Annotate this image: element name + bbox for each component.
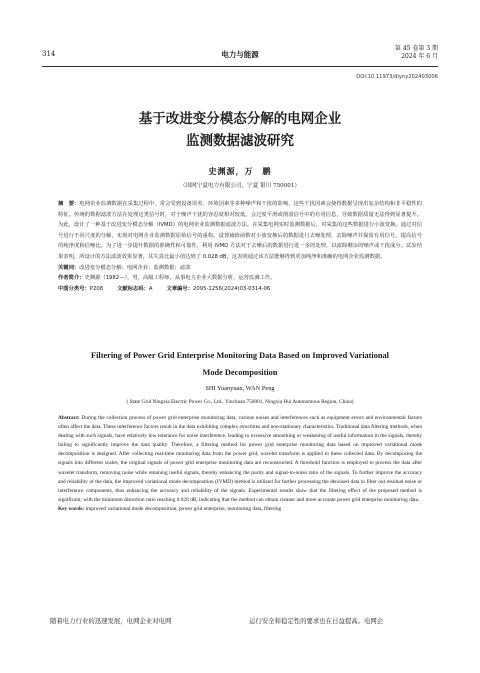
author-bio — [58, 273, 422, 284]
page-number: 314 — [42, 50, 56, 58]
english-keywords — [58, 505, 422, 514]
keywords-label-cn: 关键词： — [58, 264, 80, 271]
keywords-label-en: Key words: — [58, 505, 85, 512]
doc-code-value: A — [148, 285, 153, 292]
english-authors: SHI Yuanyuan, WAN Peng — [205, 385, 275, 392]
journal-name: 电力与能源 — [221, 50, 259, 59]
english-abstract — [58, 414, 422, 505]
chinese-keywords — [58, 263, 422, 274]
abstract-label-cn: 摘 要： — [58, 201, 80, 207]
chinese-authors: 史渊源，万 鹏 — [208, 167, 272, 176]
english-affiliation: ( State Grid Ningxia Electric Power Co., Ltd., Yinchuan 750001, Ningxia Hui Autonomous Region, China) — [126, 399, 354, 405]
chinese-affiliation: （国网宁夏电力有限公司，宁夏 银川 750001） — [179, 183, 300, 189]
keywords-text-en: improved variational mode decomposition, power grid enterprise, monitoring data, filtering — [85, 505, 282, 512]
clc-label: 中图分类号： — [58, 285, 90, 292]
chinese-title-line-1: 基于改进变分模态分解的电网企业 — [138, 111, 342, 127]
article-number-label: 文章编号： — [166, 285, 194, 292]
body-text-right-column: 运行安全和稳定性的要求也在日益提高。电网企 — [249, 617, 384, 625]
volume-issue: 第 45 卷第 3 期 — [394, 45, 438, 52]
abstract-text-en: During the collection process of power grid enterprise monitoring data, various noises and interferences such as equipment errors and environmental factors often affect the data. These interference factors result in the data exhibiting complex structures and non-stationary characteristics. Traditional data filtering methods, when dealing with such signals, have relatively low tolerance for noise interference, leading to excessive smoothing or weakening of useful information in the signals, thereby failing to significantly improve the data quality. Therefore, a filtering method for power grid enterprise monitoring data based on improved variational mode decomposition is designed. After collecting real-time monitoring data from the power grid, wavelet transform is applied to these collected data. By decomposing the signals into different scales, the original signals of power grid enterprise monitoring data are reconstructed. A threshold function is employed to process the data after wavelet transform, removing noise while retaining useful signals, thereby enhancing the purity and signal-to-noise ratio of the signals. To further improve the accuracy and reliability of the data, the improved variational mode decomposition (IVMD) method is utilized for further processing the denoised data to filter out residual noise or interference components, thus enhancing the accuracy and reliability of the signals. Experimental results show that the filtering effect of the proposed method is significant, with the minimum distortion ratio reaching 0.028 dB, indicating that the method can obtain cleaner and more accurate power grid enterprise monitoring data. — [58, 415, 422, 503]
running-header — [42, 44, 438, 67]
english-title — [36, 347, 444, 381]
english-abstract-block — [58, 414, 422, 514]
keywords-text-cn: 改进变分模态分解；电网企业；监测数据；滤波 — [79, 264, 191, 271]
doc-code-label: 文献标志码： — [117, 285, 149, 292]
abstract-label-en: Abstract: — [58, 415, 80, 421]
article-number-value: 2095-1256(2024)03-0314-06 — [193, 285, 271, 292]
chinese-title — [0, 108, 480, 152]
classification-line — [58, 284, 422, 295]
author-bio-text: 史渊源（1982—），男，高级工程师，从事电力企业大数据分析、运营监测工作。 — [84, 275, 276, 282]
english-title-line-1: Filtering of Power Grid Enterprise Monitoring Data Based on Improved Variational — [91, 351, 389, 360]
body-text-left-column: 随着电力行业的迅速发展，电网企业对电网 — [50, 617, 172, 625]
volume-info — [395, 45, 438, 61]
issue-date: 2024 年 6 月 — [401, 53, 438, 60]
author-bio-label: 作者简介： — [58, 275, 85, 282]
chinese-abstract-block — [58, 199, 422, 294]
chinese-abstract — [58, 199, 422, 263]
chinese-title-line-2: 监测数据滤波研究 — [186, 133, 294, 149]
abstract-text-cn: 电网企业监测数据在采集过程中，常会受到设备误差、环境因素等多种噪声和干扰的影响，这些干扰因素会使得数据呈现出复杂结构和非平稳性的特征。传统的数据滤波方法在处理这类信号时，对于噪声干扰的容忍度相对较低，会过度平滑或削弱信号中的有用信息，导致数据质量无法得到显著提升。为此，设计了一种基于改进变分模态分解（IVMD）的电网企业监测数据滤波方法。在采集电网实时监测数据后，对采集的这些数据进行小波变换。通过对信号进行不同尺度的分解，实现对电网企业监测数据原始信号的重构。设置阈值函数对小波变换后的数据进行去噪处理，去除噪声并保留有用信号，提高信号的纯净度和信噪比。为了进一步提升数据的准确性和可靠性，利用 IVMD 方法对于去噪后的数据进行进一步的处理，以滤除剩余的噪声或干扰成分。试验结果表明，所设计的方法滤波效果显著，其失真比最小值达到了 0.028 dB，这表明通过该方法能够得到更加纯净和准确的电网企业监测数据。 — [58, 201, 422, 260]
clc-value: P208 — [89, 285, 104, 292]
doi: DOI:10.11973/dlyny202403006 — [356, 74, 438, 80]
english-title-line-2: Mode Decomposition — [202, 368, 278, 377]
